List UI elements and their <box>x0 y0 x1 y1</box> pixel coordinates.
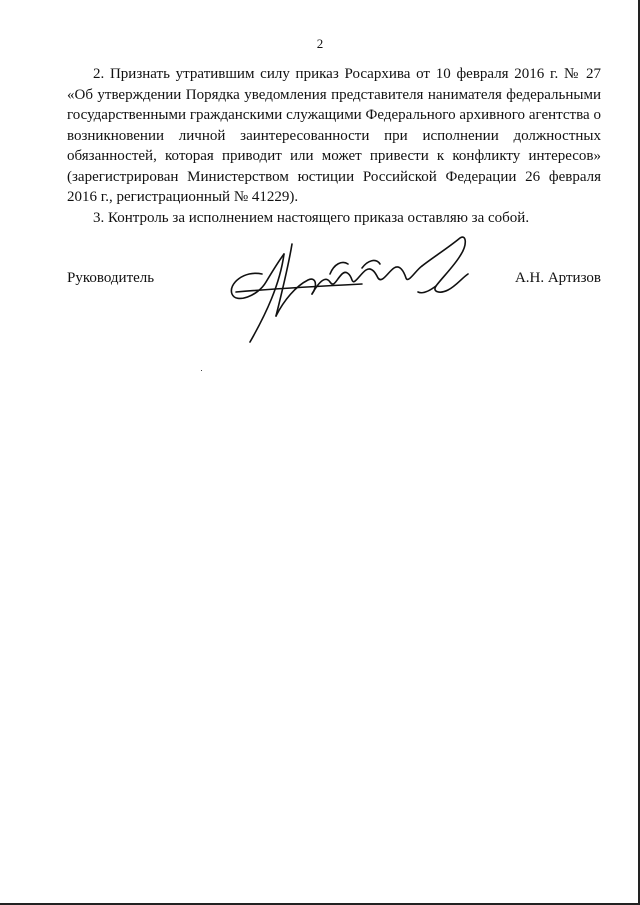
page-number: 2 <box>316 36 324 51</box>
signatory-name: А.Н. Артизов <box>514 270 601 286</box>
paragraph-item-3: 3. Контроль за исполнением настоящего приказа оставляю за собой. <box>93 209 530 226</box>
scan-speck <box>201 370 202 371</box>
signatory-position: Руководитель <box>67 270 155 286</box>
document-body <box>67 64 601 228</box>
handwritten-signature <box>222 234 482 350</box>
paragraph-item-2: 2. Признать утратившим силу приказ Росархива от 10 февраля 2016 г. № 27 «Об утверждении Порядка уведомления представителя нанимателя федеральными государственными гражданскими служащими Федерального архивного агентства о возникновении личной заинтересованности при исполнении должностных обязанностей, которая приводит или может привести к конфликту интересов» (зарегистрирован Министерством юстиции Российской Федерации 26 февраля 2016 г., регистрационный № 41229). <box>67 66 601 205</box>
